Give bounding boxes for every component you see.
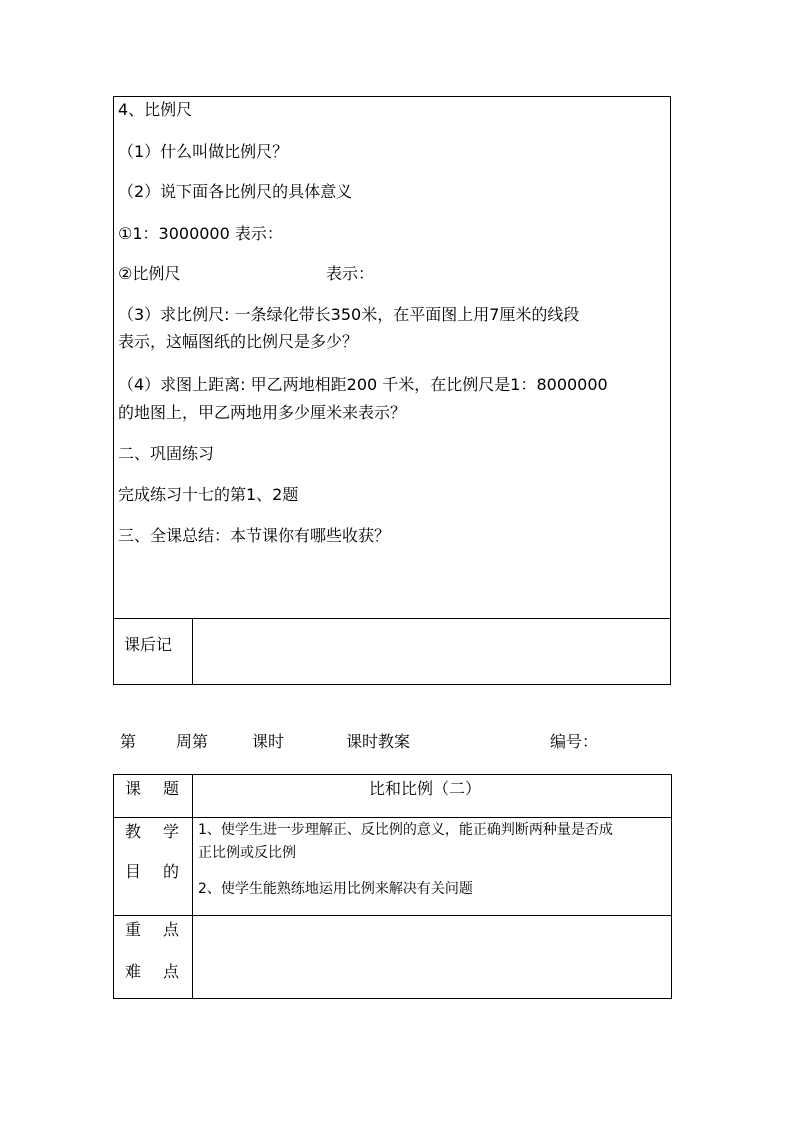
goal-2: 2、使学生能熟练地运用比例来解决有关问题 <box>198 881 473 897</box>
table-column-divider <box>192 775 193 998</box>
key-label-char-3: 难 <box>125 962 142 981</box>
goal-1-line-2: 正比例或反比例 <box>198 845 296 861</box>
topic-label-char-1: 课 <box>125 779 142 798</box>
question-2: （2）说下面各比例尺的具体意义 <box>118 182 353 201</box>
after-class-label: 课后记 <box>124 635 173 654</box>
lesson-plan-label: 课时教案 <box>346 732 411 751</box>
after-class-column-divider <box>192 618 193 684</box>
week-prefix: 第 <box>120 732 137 751</box>
scale-item-1: ①1：3000000 表示： <box>118 224 283 243</box>
exercise-text: 完成练习十七的第1、2题 <box>118 485 299 504</box>
scale-item-2-label: ②比例尺 <box>118 264 181 283</box>
period-label: 课时 <box>252 732 285 751</box>
goal-label-char-2: 学 <box>163 822 180 841</box>
number-label: 编号： <box>550 732 599 751</box>
table-divider-1 <box>114 817 671 818</box>
section-2-heading: 二、巩固练习 <box>118 444 215 463</box>
week-mid: 周第 <box>176 732 209 751</box>
topic-value: 比和比例（二） <box>369 779 482 798</box>
scale-item-2-suffix: 表示： <box>326 264 375 283</box>
goal-label-char-1: 教 <box>125 822 142 841</box>
question-3-line-2: 表示，这幅图纸的比例尺是多少？ <box>118 332 359 351</box>
question-3-line-1: （3）求比例尺: 一条绿化带长350米，在平面图上用7厘米的线段 <box>118 305 580 324</box>
key-label-char-1: 重 <box>125 920 142 939</box>
key-label-char-4: 点 <box>163 962 180 981</box>
topic-label-char-2: 题 <box>163 779 180 798</box>
table-divider-2 <box>114 915 671 916</box>
goal-1-line-1: 1、使学生进一步理解正、反比例的意义，能正确判断两种量是否成 <box>198 822 613 838</box>
after-class-divider <box>114 618 670 619</box>
key-label-char-2: 点 <box>163 920 180 939</box>
goal-label-char-4: 的 <box>163 862 180 881</box>
section-3-heading: 三、全课总结：本节课你有哪些收获？ <box>118 526 391 545</box>
question-4-line-1: （4）求图上距离: 甲乙两地相距200 千米，在比例尺是1：8000000 <box>118 375 608 394</box>
question-4-line-2: 的地图上，甲乙两地用多少厘米来表示？ <box>118 403 407 422</box>
goal-label-char-3: 目 <box>125 862 142 881</box>
question-1: （1）什么叫做比例尺？ <box>118 142 289 161</box>
section-heading-scale: 4、比例尺 <box>118 100 193 119</box>
